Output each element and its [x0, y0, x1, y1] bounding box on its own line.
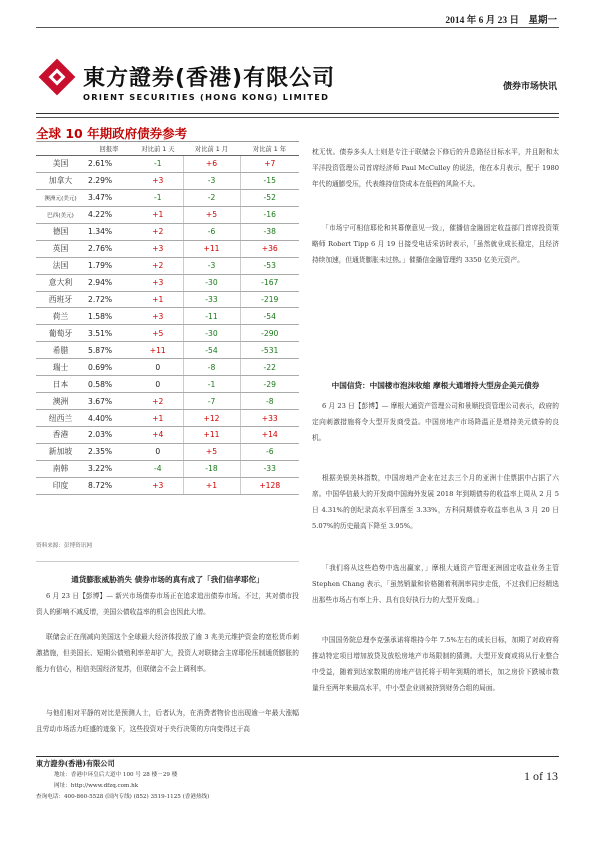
cell-change-1d: -4: [133, 460, 183, 477]
cell-change-1y: -531: [240, 342, 299, 359]
table-header-row: [36, 142, 299, 156]
cell-change-1d: +2: [133, 257, 183, 274]
cell-change-1m: -1: [183, 376, 240, 393]
cell-change-1m: -7: [183, 393, 240, 410]
cell-country: 加拿大: [36, 172, 85, 189]
cell-yield: 5.87%: [85, 342, 133, 359]
cell-yield: 2.35%: [85, 443, 133, 460]
cell-change-1d: 0: [133, 359, 183, 376]
bond-yield-table: [36, 141, 299, 495]
footer-phone: 查询电话：400-860-5528 (国内专线) (852) 3519-1125 (香港热线): [36, 794, 210, 800]
cell-yield: 8.72%: [85, 477, 133, 494]
cell-country: 澳洲元(美元): [36, 189, 85, 206]
cell-yield: 2.61%: [85, 156, 133, 173]
cell-change-1m: -8: [183, 359, 240, 376]
section-divider: [36, 561, 299, 562]
cell-change-1m: +6: [183, 156, 240, 173]
footer-rule: [36, 756, 559, 757]
cell-change-1y: -53: [240, 257, 299, 274]
cell-change-1y: -16: [240, 206, 299, 223]
cell-change-1m: -33: [183, 291, 240, 308]
cell-change-1m: -6: [183, 223, 240, 240]
report-type: 债券市场快讯: [502, 82, 557, 92]
cell-change-1y: -29: [240, 376, 299, 393]
cell-country: 新加坡: [36, 443, 85, 460]
company-name-en: ORIENT SECURITIES (HONG KONG) LIMITED: [83, 92, 330, 102]
cell-yield: 1.58%: [85, 308, 133, 325]
cell-country: 德国: [36, 223, 85, 240]
article-paragraph: 6 月 23 日【彭博】— 新兴市场债券市场正在追求追出债券市场。不过，其对债市投资人的影响不减反增，美国公债收益率的机会也因此大增。: [36, 592, 299, 616]
footer-address: 地址：香港中环皇后大道中 100 号 28 楼－29 楼: [54, 772, 178, 778]
table-source-note: 资料来源：彭博资讯网: [36, 543, 92, 549]
header-1y: 对比前 1 年: [240, 142, 299, 156]
article-paragraph: 「市场宁可相信耶伦和其幕僚意见一致」，催播信金融固定收益部门首席投资策略师 Robert Tipp 6 月 19 日接受电话采访时表示，「虽然就业成长稳定，且经济持续加速，但通货膨胀未过热。」催播信金融管理约 3350 亿美元资产。: [312, 224, 559, 264]
table-row: [36, 240, 299, 257]
cell-country: 香港: [36, 427, 85, 444]
table-row: [36, 172, 299, 189]
cell-change-1y: -290: [240, 325, 299, 342]
cell-change-1d: +3: [133, 308, 183, 325]
table-row: [36, 393, 299, 410]
cell-change-1y: +7: [240, 156, 299, 173]
cell-country: 英国: [36, 240, 85, 257]
header-rule-thin: [36, 117, 559, 118]
table-row: [36, 156, 299, 173]
cell-change-1m: -30: [183, 274, 240, 291]
cell-change-1d: 0: [133, 376, 183, 393]
cell-change-1y: -6: [240, 443, 299, 460]
cell-change-1m: -11: [183, 308, 240, 325]
cell-yield: 0.58%: [85, 376, 133, 393]
cell-country: 意大利: [36, 274, 85, 291]
cell-change-1d: -1: [133, 189, 183, 206]
cell-change-1d: +2: [133, 223, 183, 240]
cell-change-1d: +1: [133, 206, 183, 223]
cell-change-1m: +1: [183, 477, 240, 494]
cell-yield: 1.34%: [85, 223, 133, 240]
cell-country: 澳洲: [36, 393, 85, 410]
cell-change-1d: 0: [133, 443, 183, 460]
cell-yield: 2.03%: [85, 427, 133, 444]
cell-change-1y: +36: [240, 240, 299, 257]
cell-yield: 2.29%: [85, 172, 133, 189]
header-yield: 回报率: [85, 142, 133, 156]
footer-website: 网址：http://www.dfzq.com.hk: [54, 783, 139, 789]
table-row: [36, 206, 299, 223]
cell-change-1y: -22: [240, 359, 299, 376]
table-row: [36, 291, 299, 308]
cell-yield: 4.22%: [85, 206, 133, 223]
cell-change-1y: -33: [240, 460, 299, 477]
page-number: 1 of 13: [524, 769, 558, 783]
cell-change-1y: -8: [240, 393, 299, 410]
cell-change-1y: -219: [240, 291, 299, 308]
cell-change-1y: +128: [240, 477, 299, 494]
header-1m: 对比前 1 月: [183, 142, 240, 156]
cell-change-1d: +5: [133, 325, 183, 342]
footer-company: 東方證券(香港)有限公司: [36, 759, 115, 768]
header-1d: 对比前 1 天: [133, 142, 183, 156]
cell-change-1y: -52: [240, 189, 299, 206]
cell-change-1d: +2: [133, 393, 183, 410]
cell-change-1d: +1: [133, 291, 183, 308]
table-row: [36, 308, 299, 325]
cell-country: 法国: [36, 257, 85, 274]
company-name-cn: 東方證券(香港)有限公司: [83, 66, 336, 91]
company-logo-icon: [38, 58, 76, 96]
cell-change-1d: +4: [133, 427, 183, 444]
cell-yield: 0.69%: [85, 359, 133, 376]
header-top-rule: [36, 27, 559, 28]
article-title: 通货膨胀威胁消失 债券市场的真有成了「我们信孝耶佗」: [71, 575, 264, 584]
cell-change-1d: +3: [133, 172, 183, 189]
table-row: [36, 342, 299, 359]
cell-change-1d: +3: [133, 240, 183, 257]
cell-change-1d: +3: [133, 477, 183, 494]
cell-country: 巴西(美元): [36, 206, 85, 223]
cell-change-1y: -15: [240, 172, 299, 189]
cell-yield: 3.47%: [85, 189, 133, 206]
table-row: [36, 274, 299, 291]
cell-change-1m: -30: [183, 325, 240, 342]
table-row: [36, 223, 299, 240]
article-title: 中国信贷：中国楼市泡沫收缩 摩根大通增持大型房企美元债券: [331, 381, 540, 390]
table-row: [36, 443, 299, 460]
cell-change-1d: +1: [133, 410, 183, 427]
table-row: [36, 257, 299, 274]
cell-country: 荷兰: [36, 308, 85, 325]
table-row: [36, 477, 299, 494]
table-row: [36, 359, 299, 376]
cell-change-1m: -3: [183, 257, 240, 274]
cell-yield: 3.51%: [85, 325, 133, 342]
cell-change-1y: +14: [240, 427, 299, 444]
cell-change-1d: -1: [133, 156, 183, 173]
table-row: [36, 325, 299, 342]
cell-country: 南韩: [36, 460, 85, 477]
article-paragraph: 枕无忧。债券多头人士则是专注于联储会下修后的升息路径目标水平，并且附和太平洋投资管理公司首席经济师 Paul McCulley 的说法，他在本月表示，配于 1980 年代的通膨受压，代表维持信贷成本在低档的风险不大。: [312, 148, 559, 188]
cell-country: 葡萄牙: [36, 325, 85, 342]
cell-country: 纽西兰: [36, 410, 85, 427]
cell-country: 希腊: [36, 342, 85, 359]
cell-country: 西班牙: [36, 291, 85, 308]
article-paragraph: 「我们将从这些趋势中选出赢家，」摩根大通资产管理亚洲固定收益业务主管 Stephen Chang 表示，「虽然销量和价格随着利润率同步走低，不过我们已经精选出那些市场占有率上升、具有良好执行力的大型开发商。」: [312, 564, 559, 604]
cell-country: 瑞士: [36, 359, 85, 376]
cell-yield: 3.22%: [85, 460, 133, 477]
cell-yield: 2.76%: [85, 240, 133, 257]
article-paragraph: 联储会正在削减向美国这个全球最大经济体投放了逾 3 兆美元维护资金的宽松货币刺激措施，但美国长、短期公债殖利率差却扩大，投资人对联储会主席耶伦压制通货膨胀的能力有信心，相信美国经济复苏，但联储会不会上调利率。: [36, 633, 299, 673]
report-date: 2014 年 6 月 23 日 星期一: [445, 16, 557, 26]
table-row: [36, 376, 299, 393]
cell-country: 美国: [36, 156, 85, 173]
cell-change-1m: -3: [183, 172, 240, 189]
cell-change-1y: -38: [240, 223, 299, 240]
table-row: [36, 427, 299, 444]
cell-change-1m: +11: [183, 427, 240, 444]
cell-yield: 3.67%: [85, 393, 133, 410]
cell-country: 印度: [36, 477, 85, 494]
article-paragraph: 根据美银美林指数，中国房地产企业在过去三个月的亚洲十佳票据中占据了六席。中国华信最大的开发商中国海外发展 2018 年到期债券的收益率上周从 2 月 5 日 4.31%的创纪录高水平回落至 3.33%，方科同期债券收益率也从 3 月 20 日 5.07%的历史最高下降至 3.95%。: [312, 474, 559, 530]
cell-change-1m: -18: [183, 460, 240, 477]
cell-change-1y: -54: [240, 308, 299, 325]
bond-table-title: 全球 10 年期政府债券参考: [36, 126, 188, 141]
cell-yield: 2.94%: [85, 274, 133, 291]
cell-change-1d: +3: [133, 274, 183, 291]
cell-change-1m: +5: [183, 443, 240, 460]
table-row: [36, 189, 299, 206]
cell-change-1d: +11: [133, 342, 183, 359]
cell-yield: 4.40%: [85, 410, 133, 427]
header-country: [36, 142, 85, 156]
cell-change-1m: +5: [183, 206, 240, 223]
cell-change-1m: +12: [183, 410, 240, 427]
cell-change-1y: -167: [240, 274, 299, 291]
article-paragraph: 与他们相对平静的对比是预测人士，后者认为，在消费者物价也出现逾一年最大涨幅且劳动市场活力旺盛的迹象下，这些投资对于央行决策的方向变得过于高: [36, 709, 299, 733]
header-rule: [36, 113, 559, 114]
article-paragraph: 6 月 23 日【彭博】— 摩根大通资产管理公司和景顺投资管理公司表示，政府的定向刺激措施将令大型开发商受益。中国房地产市场降温正是增持美元债券的良机。: [312, 402, 559, 442]
cell-country: 日本: [36, 376, 85, 393]
table-row: [36, 410, 299, 427]
cell-change-1m: -2: [183, 189, 240, 206]
cell-change-1m: +11: [183, 240, 240, 257]
article-paragraph: 中国国务院总理李克强承诺将维持今年 7.5%左右的成长目标，加期了对政府将推动特定项目增加放贷及放松房地产市场限制的猜测。大型开发商或将从行业整合中受益，随着到达家数期的房地产信托将于明年到期的增长，加之房价下跌城市数量升至两年来最高水平，中小型企业则被挤到财务合组的局面。: [312, 636, 559, 692]
table-row: [36, 460, 299, 477]
cell-change-1m: -54: [183, 342, 240, 359]
cell-yield: 1.79%: [85, 257, 133, 274]
cell-change-1y: +33: [240, 410, 299, 427]
cell-yield: 2.72%: [85, 291, 133, 308]
